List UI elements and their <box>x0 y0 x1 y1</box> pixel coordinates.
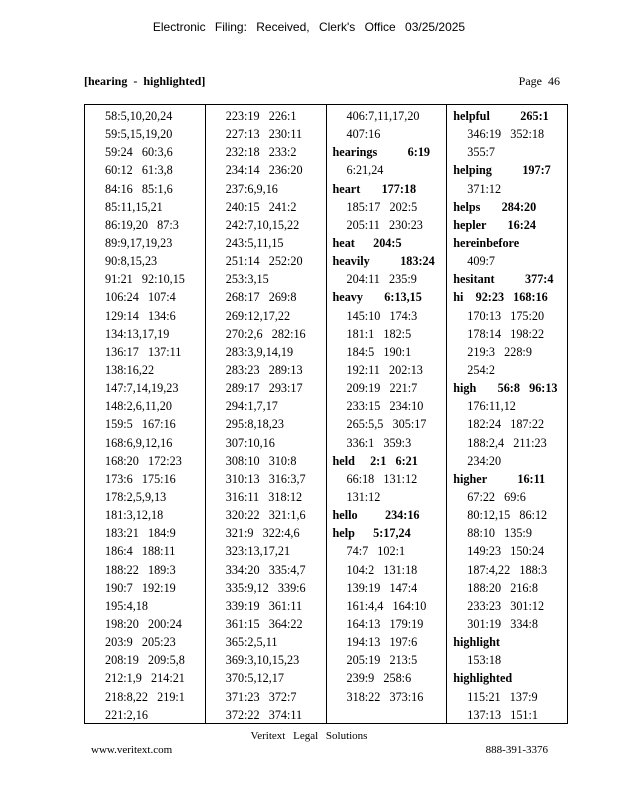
index-reference: 335:9,12 339:6 <box>225 580 306 595</box>
index-term: hereinbefore <box>453 235 520 250</box>
index-reference: 188:22 189:3 <box>105 562 176 577</box>
index-reference: 194:13 197:6 <box>346 635 418 650</box>
index-term: heavily 183:24 <box>332 254 435 269</box>
page-number: Page 46 <box>518 74 560 88</box>
index-reference: 365:2,5,11 <box>225 635 278 650</box>
index-reference: 183:21 184:9 <box>105 526 176 541</box>
index-reference: 149:23 150:24 <box>467 544 545 559</box>
index-reference: 137:13 151:1 <box>467 707 539 722</box>
index-reference: 208:19 209:5,8 <box>105 653 185 668</box>
index-reference: 237:6,9,16 <box>225 181 278 196</box>
section-range-label: [hearing - highlighted] <box>84 74 206 88</box>
index-reference: 406:7,11,17,20 <box>346 109 420 123</box>
index-reference: 178:2,5,9,13 <box>105 489 167 504</box>
index-reference: 294:1,7,17 <box>225 399 278 414</box>
index-reference: 240:15 241:2 <box>225 199 297 214</box>
index-reference: 58:5,10,20,24 <box>105 109 173 123</box>
index-reference: 181:3,12,18 <box>105 508 164 523</box>
index-reference: 251:14 252:20 <box>225 254 303 269</box>
index-reference: 233:23 301:12 <box>467 598 545 613</box>
index-reference: 88:10 135:9 <box>467 526 532 541</box>
index-term: held 2:1 6:21 <box>332 453 418 468</box>
index-reference: 60:12 61:3,8 <box>105 163 173 178</box>
index-reference: 195:4,18 <box>105 598 148 613</box>
index-reference: 168:20 172:23 <box>105 453 182 468</box>
index-reference: 227:13 230:11 <box>225 127 303 142</box>
index-reference: 164:13 179:19 <box>346 616 424 631</box>
index-reference: 184:5 190:1 <box>346 344 412 359</box>
index-term: high 56:8 96:13 <box>453 381 558 396</box>
index-reference: 159:5 167:16 <box>105 417 176 432</box>
index-reference: 409:7 <box>467 254 496 269</box>
index-reference: 223:19 226:1 <box>225 109 297 123</box>
index-reference: 308:10 310:8 <box>225 453 297 468</box>
index-reference: 321:9 322:4,6 <box>225 526 300 541</box>
index-term: hepler 16:24 <box>453 217 536 232</box>
index-reference: 265:5,5 305:17 <box>346 417 427 432</box>
index-reference: 205:11 230:23 <box>346 217 423 232</box>
index-reference: 233:15 234:10 <box>346 399 424 414</box>
index-reference: 66:18 131:12 <box>346 471 418 486</box>
index-reference: 218:8,22 219:1 <box>105 689 185 704</box>
index-reference: 67:22 69:6 <box>467 489 526 504</box>
index-reference: 234:14 236:20 <box>225 163 303 178</box>
footer-company: Veritext Legal Solutions <box>250 730 368 742</box>
index-term: hi 92:23 168:16 <box>453 290 548 305</box>
index-term: help 5:17,24 <box>332 526 411 541</box>
footer-website: www.veritext.com <box>91 744 173 756</box>
index-reference: 153:18 <box>467 653 502 668</box>
index-reference: 181:1 182:5 <box>346 326 412 341</box>
index-reference: 336:1 359:3 <box>346 435 412 450</box>
index-reference: 188:20 216:8 <box>467 580 539 595</box>
index-reference: 74:7 102:1 <box>346 544 406 559</box>
index-reference: 6:21,24 <box>346 163 384 178</box>
index-reference: 318:22 373:16 <box>346 689 424 704</box>
index-reference: 310:13 316:3,7 <box>225 471 306 486</box>
index-reference: 295:8,18,23 <box>225 417 284 432</box>
index-reference: 89:9,17,19,23 <box>105 235 173 250</box>
footer-phone: 888-391-3376 <box>485 744 548 756</box>
index-term: highlighted <box>453 671 513 686</box>
index-reference: 84:16 85:1,6 <box>105 181 173 196</box>
index-column-1 <box>85 105 206 723</box>
index-reference: 361:15 364:22 <box>225 616 303 631</box>
index-reference: 134:13,17,19 <box>105 326 170 341</box>
index-reference: 253:3,15 <box>225 272 269 287</box>
index-reference: 221:2,16 <box>105 707 148 722</box>
index-reference: 339:19 361:11 <box>225 598 303 613</box>
index-reference: 334:20 335:4,7 <box>225 562 306 577</box>
index-reference: 371:12 <box>467 181 502 196</box>
index-reference: 316:11 318:12 <box>225 489 303 504</box>
index-reference: 283:3,9,14,19 <box>225 344 294 359</box>
index-term: helping 197:7 <box>453 163 551 178</box>
index-reference: 370:5,12,17 <box>225 671 284 686</box>
index-reference: 407:16 <box>346 127 381 142</box>
index-reference: 188:2,4 211:23 <box>467 435 547 450</box>
index-reference: 190:7 192:19 <box>105 580 176 595</box>
index-reference: 243:5,11,15 <box>225 235 284 250</box>
index-reference: 209:19 221:7 <box>346 381 418 396</box>
index-reference: 59:24 60:3,6 <box>105 145 173 160</box>
index-term: helpful 265:1 <box>453 109 549 123</box>
index-column-2 <box>206 105 327 723</box>
index-term: higher 16:11 <box>453 471 546 486</box>
index-reference: 91:21 92:10,15 <box>105 272 185 287</box>
index-reference: 147:7,14,19,23 <box>105 381 179 396</box>
index-reference: 289:17 293:17 <box>225 381 303 396</box>
index-reference: 182:24 187:22 <box>467 417 545 432</box>
index-reference: 173:6 175:16 <box>105 471 176 486</box>
index-reference: 270:2,6 282:16 <box>225 326 306 341</box>
index-table <box>84 104 568 724</box>
index-column-3 <box>327 105 448 723</box>
index-reference: 372:22 374:11 <box>225 707 303 722</box>
index-reference: 254:2 <box>467 362 496 377</box>
index-reference: 371:23 372:7 <box>225 689 297 704</box>
index-reference: 178:14 198:22 <box>467 326 545 341</box>
index-term: hello 234:16 <box>332 508 420 523</box>
index-reference: 355:7 <box>467 145 496 160</box>
index-column-4 <box>447 105 567 723</box>
index-reference: 148:2,6,11,20 <box>105 399 172 414</box>
filing-stamp: Electronic Filing: Received, Clerk's Office 03/25/2025 <box>152 20 466 34</box>
index-term: highlight <box>453 635 500 650</box>
index-reference: 106:24 107:4 <box>105 290 176 305</box>
index-reference: 59:5,15,19,20 <box>105 127 173 142</box>
index-reference: 219:3 228:9 <box>467 344 532 359</box>
index-reference: 198:20 200:24 <box>105 616 182 631</box>
index-term: heat 204:5 <box>332 235 402 250</box>
index-reference: 80:12,15 86:12 <box>467 508 548 523</box>
index-reference: 136:17 137:11 <box>105 344 182 359</box>
index-reference: 212:1,9 214:21 <box>105 671 185 686</box>
index-reference: 283:23 289:13 <box>225 362 303 377</box>
index-reference: 139:19 147:4 <box>346 580 418 595</box>
index-reference: 320:22 321:1,6 <box>225 508 306 523</box>
index-reference: 145:10 174:3 <box>346 308 418 323</box>
index-reference: 323:13,17,21 <box>225 544 291 559</box>
index-reference: 187:4,22 188:3 <box>467 562 548 577</box>
index-reference: 205:19 213:5 <box>346 653 418 668</box>
index-reference: 203:9 205:23 <box>105 635 176 650</box>
index-term: heavy 6:13,15 <box>332 290 422 305</box>
index-term: heart 177:18 <box>332 181 417 196</box>
index-reference: 234:20 <box>467 453 502 468</box>
index-reference: 131:12 <box>346 489 381 504</box>
index-reference: 138:16,22 <box>105 362 155 377</box>
index-reference: 85:11,15,21 <box>105 199 163 214</box>
index-reference: 301:19 334:8 <box>467 616 539 631</box>
index-reference: 369:3,10,15,23 <box>225 653 300 668</box>
index-reference: 168:6,9,12,16 <box>105 435 173 450</box>
index-reference: 115:21 137:9 <box>467 689 538 704</box>
index-reference: 186:4 188:11 <box>105 544 176 559</box>
index-reference: 269:12,17,22 <box>225 308 291 323</box>
index-reference: 239:9 258:6 <box>346 671 412 686</box>
index-reference: 129:14 134:6 <box>105 308 176 323</box>
index-reference: 90:8,15,23 <box>105 254 158 269</box>
index-reference: 176:11,12 <box>467 399 516 414</box>
index-reference: 346:19 352:18 <box>467 127 545 142</box>
index-reference: 161:4,4 164:10 <box>346 598 427 613</box>
index-reference: 242:7,10,15,22 <box>225 217 300 232</box>
index-reference: 204:11 235:9 <box>346 272 417 287</box>
index-term: hesitant 377:4 <box>453 272 554 287</box>
index-reference: 307:10,16 <box>225 435 275 450</box>
index-reference: 268:17 269:8 <box>225 290 297 305</box>
index-reference: 232:18 233:2 <box>225 145 297 160</box>
index-reference: 104:2 131:18 <box>346 562 418 577</box>
index-term: hearings 6:19 <box>332 145 430 160</box>
index-reference: 185:17 202:5 <box>346 199 418 214</box>
index-term: helps 284:20 <box>453 199 537 214</box>
index-reference: 86:19,20 87:3 <box>105 217 179 232</box>
index-reference: 192:11 202:13 <box>346 362 423 377</box>
index-reference: 170:13 175:20 <box>467 308 545 323</box>
